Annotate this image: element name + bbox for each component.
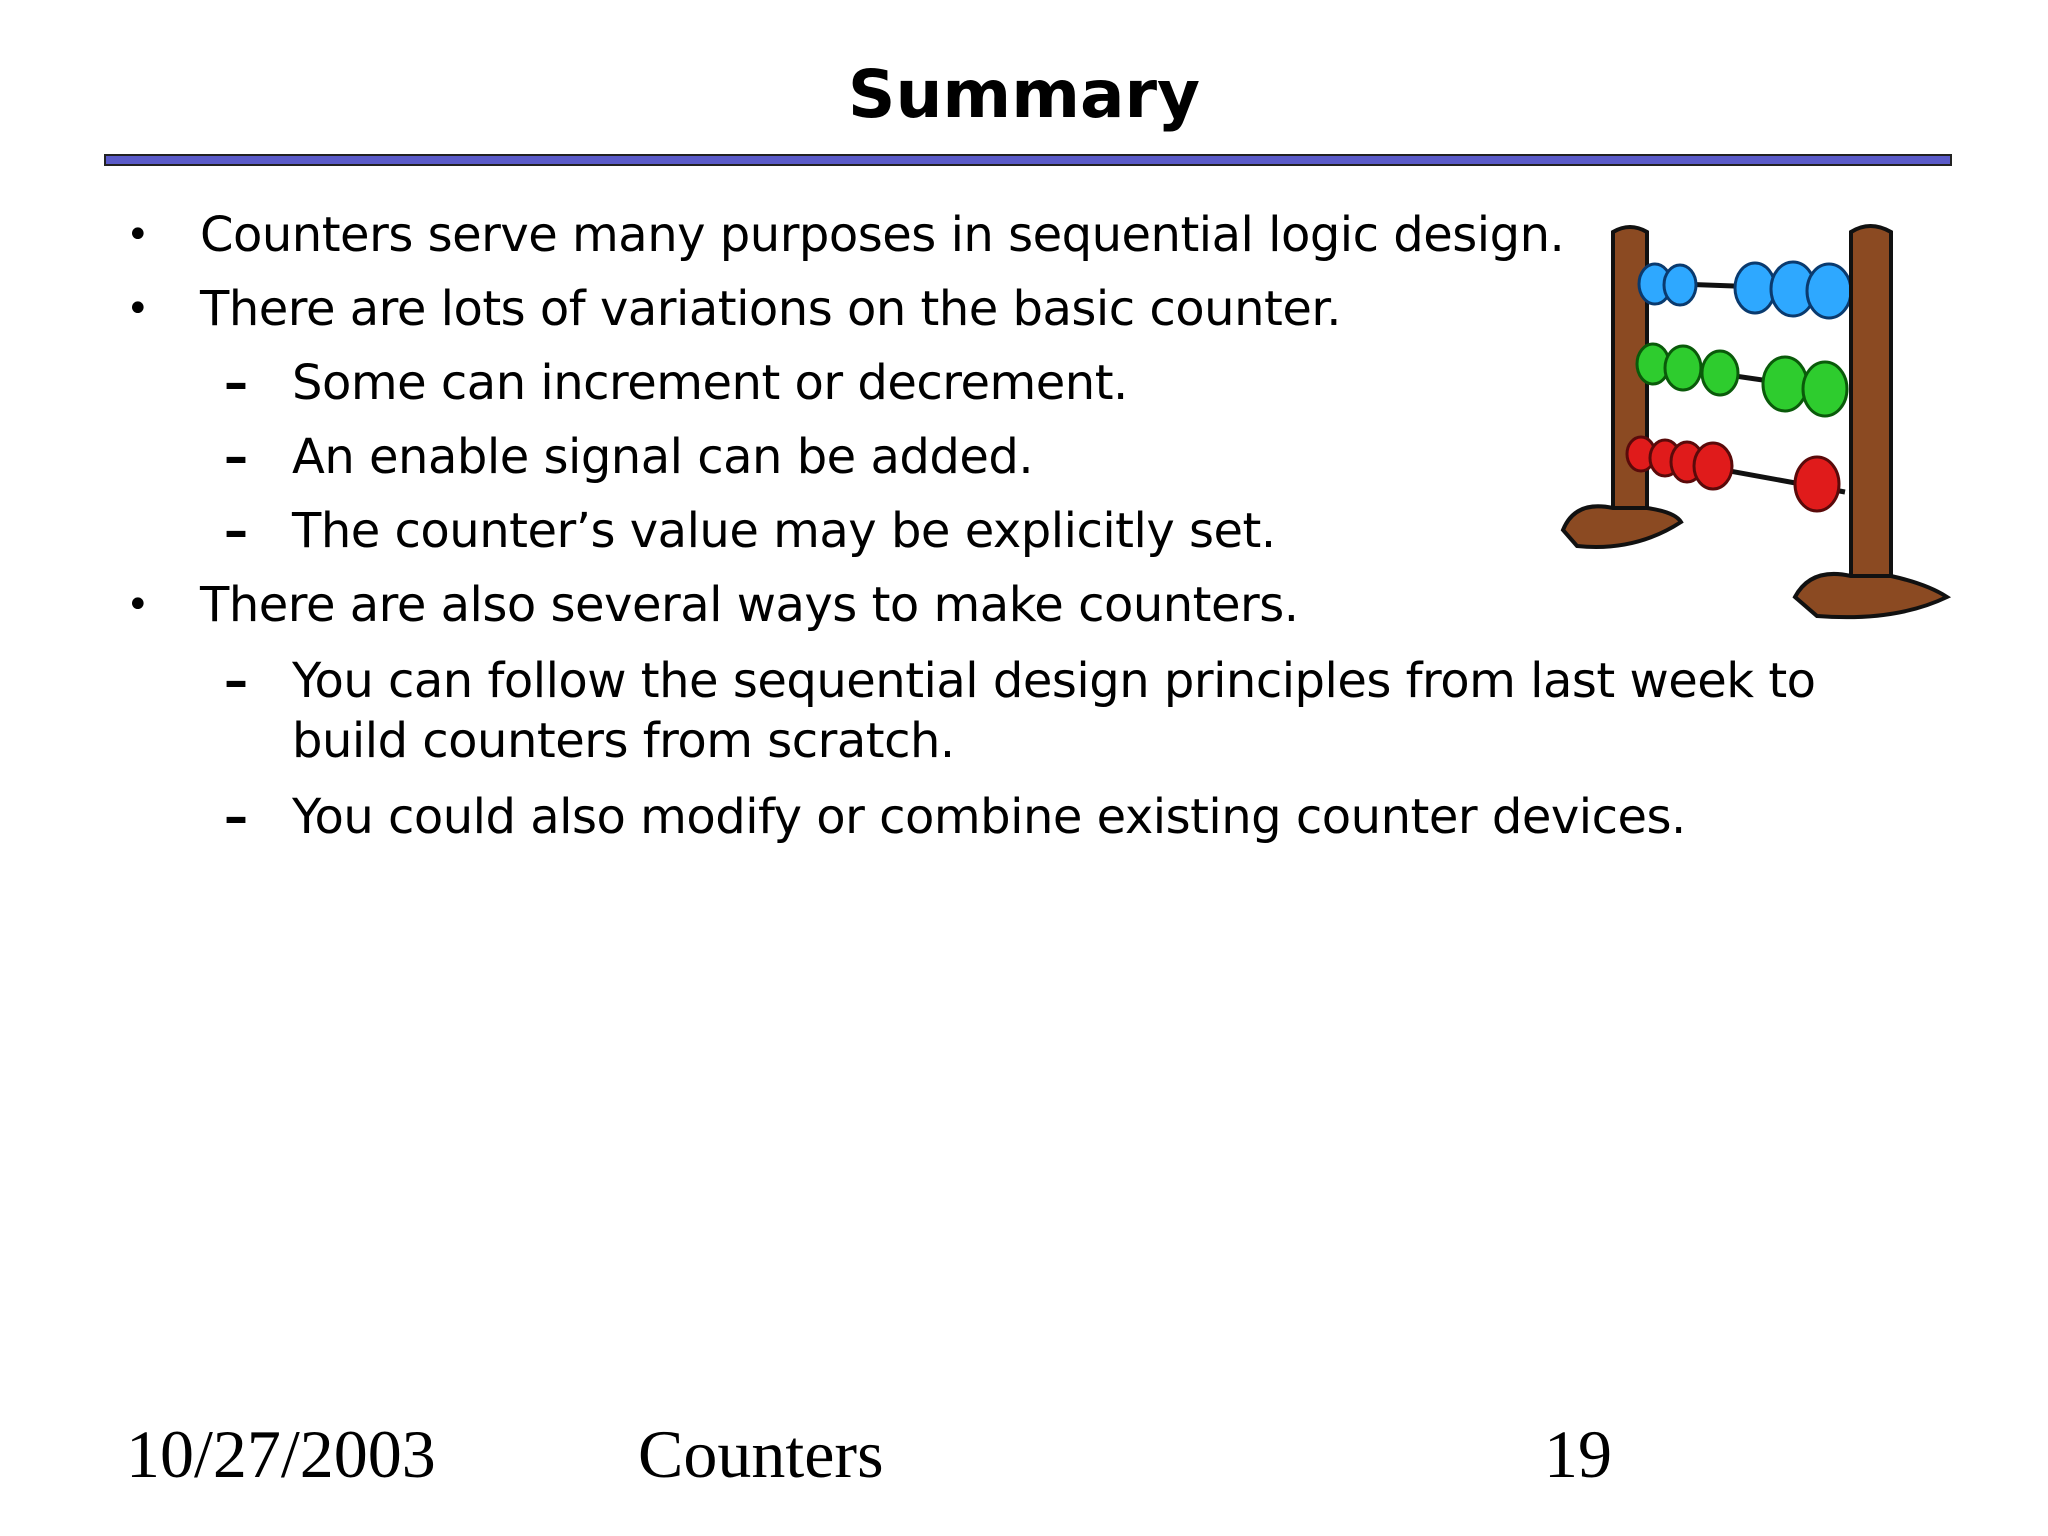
list-item: You could also modify or combine existing counter devices. — [292, 789, 1686, 845]
bullet-marker: • — [126, 212, 150, 258]
footer-topic: Counters — [638, 1416, 884, 1492]
list-item: The counter’s value may be explicitly set. — [292, 503, 1276, 559]
list-item: An enable signal can be added. — [292, 429, 1034, 485]
slide-title: Summary — [847, 56, 1201, 133]
list-item: Some can increment or decrement. — [292, 355, 1128, 411]
abacus-icon — [1555, 212, 1955, 632]
footer-page-number: 19 — [1544, 1416, 1612, 1492]
list-item: There are also several ways to make counters. — [200, 577, 1299, 633]
dash-marker: – — [224, 503, 248, 559]
dash-marker: – — [224, 789, 248, 845]
dash-marker: – — [224, 429, 248, 485]
list-item: You can follow the sequential design principles from last week to — [292, 653, 1816, 709]
list-item: Counters serve many purposes in sequential logic design. — [200, 207, 1565, 263]
dash-marker: – — [224, 355, 248, 411]
bullet-marker: • — [126, 582, 150, 628]
list-item: There are lots of variations on the basic counter. — [200, 281, 1341, 337]
footer-date: 10/27/2003 — [126, 1416, 436, 1492]
dash-marker: – — [224, 653, 248, 709]
title-rule — [104, 154, 1952, 166]
list-item-continuation: build counters from scratch. — [292, 713, 955, 769]
bullet-marker: • — [126, 286, 150, 332]
